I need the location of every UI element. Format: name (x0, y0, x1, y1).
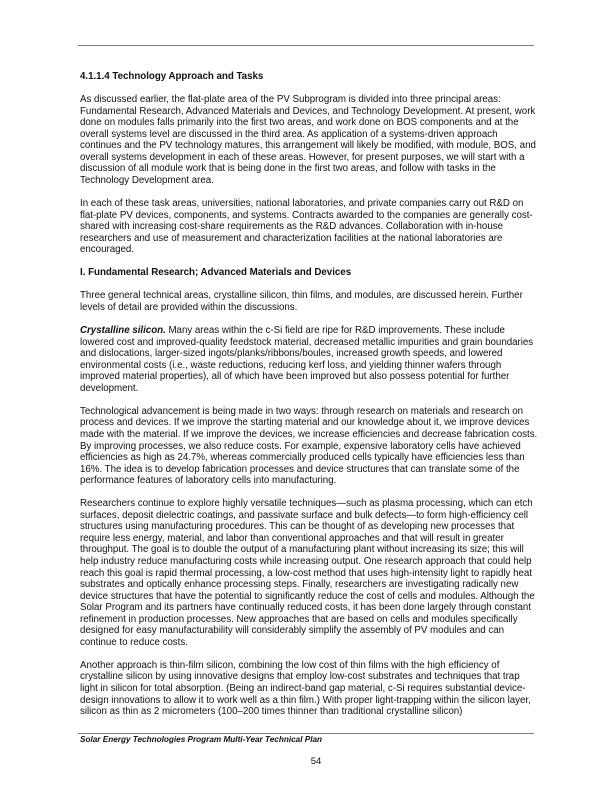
paragraph: In each of these task areas, universities, national laboratories, and private companies carry out R&D on flat-plate PV devices, components, and systems. Contracts awarded to the companies are generally cost-shared with increasing cost-share requirements as the R&D advances. Collaboration with in-house researchers and use of measurement and characterization facilities at the national laboratories are encouraged. (80, 198, 533, 256)
paragraph: Technological advancement is being made in two ways: through research on materials and research on process and devices. If we improve the starting material and our knowledge about it, we improve devices made with the material. If we improve the devices, we increase efficiencies and decrease fabrication costs. By improving processes, we also reduce costs. For example, expensive laboratory cells have achieved efficiencies as high as 24.7%, whereas commercially produced cells typically have efficiencies less than 16%. The idea is to develop fabrication processes and device structures that can translate some of the performance features of laboratory cells into manufacturing. (80, 405, 538, 487)
page-content (80, 71, 540, 729)
page-number: 54 (310, 756, 322, 767)
paragraph: As discussed earlier, the flat-plate area of the PV Subprogram is divided into three principal areas: Fundamental Research, Advanced Materials and Devices, and Technology Development. At present, work done on modules falls primarily into the first two areas, and work done on BOS components and at the overall systems level are discussed in the third area. As application of a systems-driven approach continues and the PV technology matures, this arrangement will likely be modified, with module, BOS, and overall systems development in each of these areas. However, for present purposes, we will start with a discussion of all module work that is being done in the first two areas, and follow with tasks in the Technology Development area. (80, 94, 536, 186)
run-in-heading: Crystalline silicon. (80, 325, 166, 337)
footer-rule (78, 733, 534, 734)
paragraph: Three general technical areas, crystalline silicon, thin films, and modules, are discussed herein. Further levels of detail are provided within the discussions. (80, 290, 523, 313)
footer-document-title: Solar Energy Technologies Program Multi-Year Technical Plan (80, 735, 323, 744)
section-heading: 4.1.1.4 Technology Approach and Tasks (80, 71, 264, 82)
subsection-heading: I. Fundamental Research; Advanced Materials and Devices (80, 267, 352, 279)
paragraph-crystalline-silicon (80, 325, 540, 394)
paragraph-text: Many areas within the c-Si field are ripe for R&D improvements. These include lowered cost and improved-quality feedstock material, decreased metallic impurities and grain boundaries and dislocations, larger-sized ingots/planks/ribbons/boules, increased growth speeds, and lowered environmental costs (i.e., waste reductions, reducing kerf loss, and yielding thinner wafers through improved material properties), all of which have been improved but also possess potential for further development. (80, 325, 534, 394)
header-rule (78, 45, 534, 46)
paragraph: Researchers continue to explore highly versatile techniques—such as plasma processing, which can etch surfaces, deposit dielectric coatings, and passivate surface and bulk defects—to form high-efficiency cell structures using manufacturing procedures. This can be thought of as developing new processes that require less energy, material, and labor than conventional approaches and that will result in greater throughput. The goal is to double the output of a manufacturing plant without increasing its size; this will help industry reduce manufacturing costs while increasing output. One research approach that could help reach this goal is rapid thermal processing, a low-cost method that uses high-intensity light to rapidly heat substrates and optically enhance processing steps. Finally, researchers are investigating radically new device structures that have the potential to significantly reduce the cost of cells and modules. Although the Solar Program and its partners have continually reduced costs, it has been done largely through constant refinement in production processes. New approaches that are based on cells and modules specifically designed for easy manufacturability will considerably simplify the assembly of PV modules and can continue to reduce costs. (80, 498, 535, 648)
paragraph: Another approach is thin-film silicon, combining the low cost of thin films with the high efficiency of crystalline silicon by using innovative designs that employ low-cost substrates and techniques that trap light in silicon for total absorption. (Being an indirect-band gap material, c-Si requires substantial device-design innovations to allow it to work well as a thin film.) With proper light-trapping within the silicon layer, silicon as thin as 2 micrometers (100–200 times thinner than traditional crystalline silicon) (80, 659, 531, 718)
